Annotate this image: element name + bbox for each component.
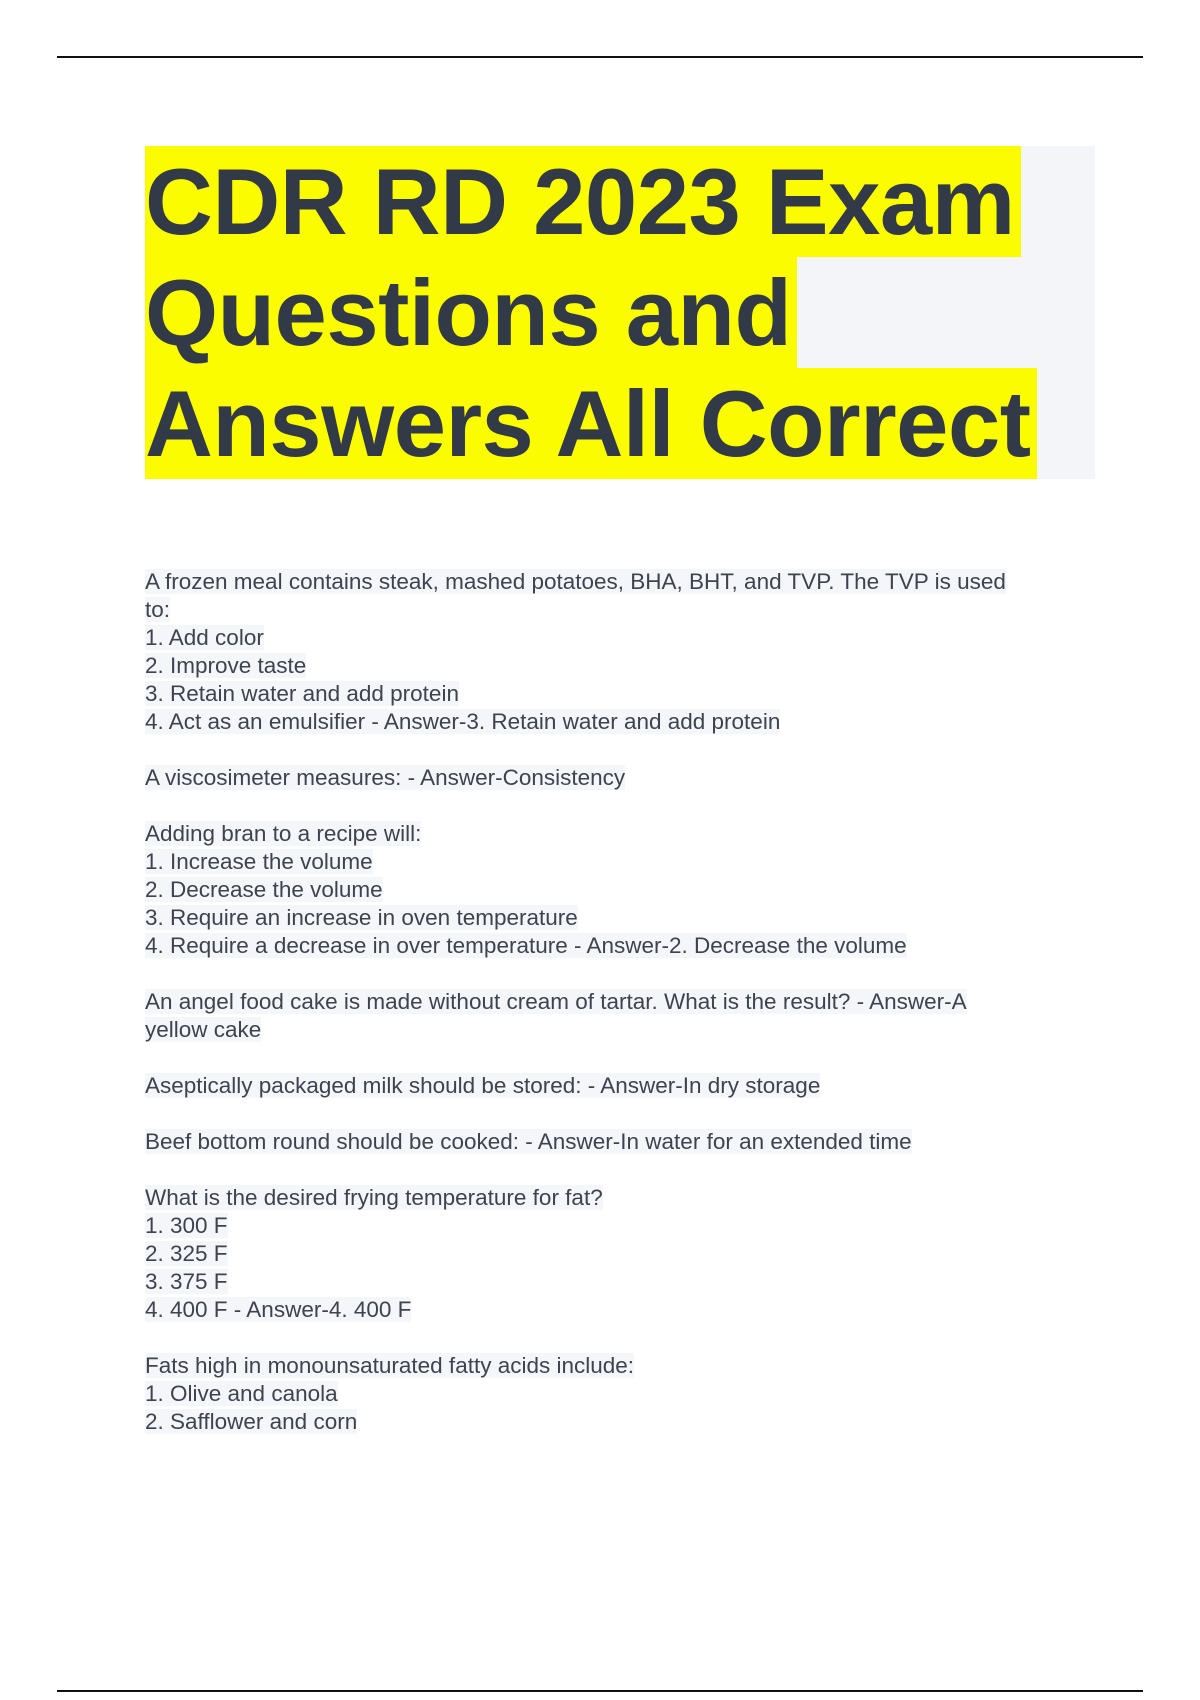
qa-line (145, 1268, 1085, 1296)
qa-line (145, 1016, 1085, 1044)
qa-item (145, 1184, 1085, 1324)
qa-line (145, 1352, 1085, 1380)
qa-line-text: Adding bran to a recipe will: (145, 821, 422, 846)
qa-line-text: 2. Safflower and corn (145, 1409, 358, 1434)
qa-line-text: An angel food cake is made without cream of tartar. What is the result? - Answer-A (145, 989, 967, 1014)
qa-item (145, 568, 1085, 736)
qa-line (145, 1184, 1085, 1212)
title-text: Questions and (145, 257, 797, 368)
qa-line (145, 988, 1085, 1016)
title-line (145, 257, 1095, 368)
qa-line (145, 1296, 1085, 1324)
qa-line (145, 680, 1085, 708)
qa-line (145, 1128, 1085, 1156)
qa-line (145, 1380, 1085, 1408)
qa-line (145, 820, 1085, 848)
qa-line (145, 1408, 1085, 1436)
qa-line (145, 904, 1085, 932)
qa-line-text: Fats high in monounsaturated fatty acids include: (145, 1353, 635, 1378)
qa-line-text: 1. Olive and canola (145, 1381, 338, 1406)
qa-line-text: Beef bottom round should be cooked: - Answer-In water for an extended time (145, 1129, 912, 1154)
document-title (145, 146, 1095, 479)
qa-line-text: 2. Improve taste (145, 653, 307, 678)
qa-line-text: 1. Increase the volume (145, 849, 373, 874)
qa-line-text: 4. 400 F - Answer-4. 400 F (145, 1297, 412, 1322)
qa-line-text: 4. Require a decrease in over temperature - Answer-2. Decrease the volume (145, 933, 907, 958)
title-line (145, 146, 1095, 257)
qa-line (145, 1240, 1085, 1268)
qa-line (145, 652, 1085, 680)
qa-line-text: 2. 325 F (145, 1241, 228, 1266)
qa-line-text: 1. Add color (145, 625, 264, 650)
qa-line-text: A frozen meal contains steak, mashed potatoes, BHA, BHT, and TVP. The TVP is used (145, 569, 1006, 594)
qa-line-text: 1. 300 F (145, 1213, 228, 1238)
qa-line (145, 568, 1085, 596)
qa-item (145, 820, 1085, 960)
qa-line (145, 596, 1085, 624)
qa-line-text: 3. Retain water and add protein (145, 681, 459, 706)
question-answer-list (145, 568, 1085, 1464)
qa-line (145, 708, 1085, 736)
qa-item (145, 1352, 1085, 1436)
qa-line (145, 848, 1085, 876)
qa-line (145, 1072, 1085, 1100)
qa-line-text: to: (145, 597, 171, 622)
title-text: CDR RD 2023 Exam (145, 146, 1021, 257)
qa-item (145, 1128, 1085, 1156)
qa-line (145, 932, 1085, 960)
qa-line (145, 764, 1085, 792)
qa-line-text: yellow cake (145, 1017, 262, 1042)
qa-line-text: 2. Decrease the volume (145, 877, 383, 902)
title-text: Answers All Correct (145, 368, 1037, 479)
qa-line-text: A viscosimeter measures: - Answer-Consistency (145, 765, 626, 790)
qa-line (145, 1212, 1085, 1240)
top-divider (57, 56, 1143, 58)
qa-line-text: 4. Act as an emulsifier - Answer-3. Retain water and add protein (145, 709, 781, 734)
qa-item (145, 764, 1085, 792)
qa-line (145, 876, 1085, 904)
qa-line-text: What is the desired frying temperature for fat? (145, 1185, 603, 1210)
title-line (145, 368, 1095, 479)
bottom-divider (57, 1690, 1143, 1692)
qa-item (145, 1072, 1085, 1100)
qa-line-text: 3. Require an increase in oven temperature (145, 905, 578, 930)
qa-line (145, 624, 1085, 652)
qa-line-text: Aseptically packaged milk should be stored: - Answer-In dry storage (145, 1073, 821, 1098)
qa-item (145, 988, 1085, 1044)
qa-line-text: 3. 375 F (145, 1269, 228, 1294)
